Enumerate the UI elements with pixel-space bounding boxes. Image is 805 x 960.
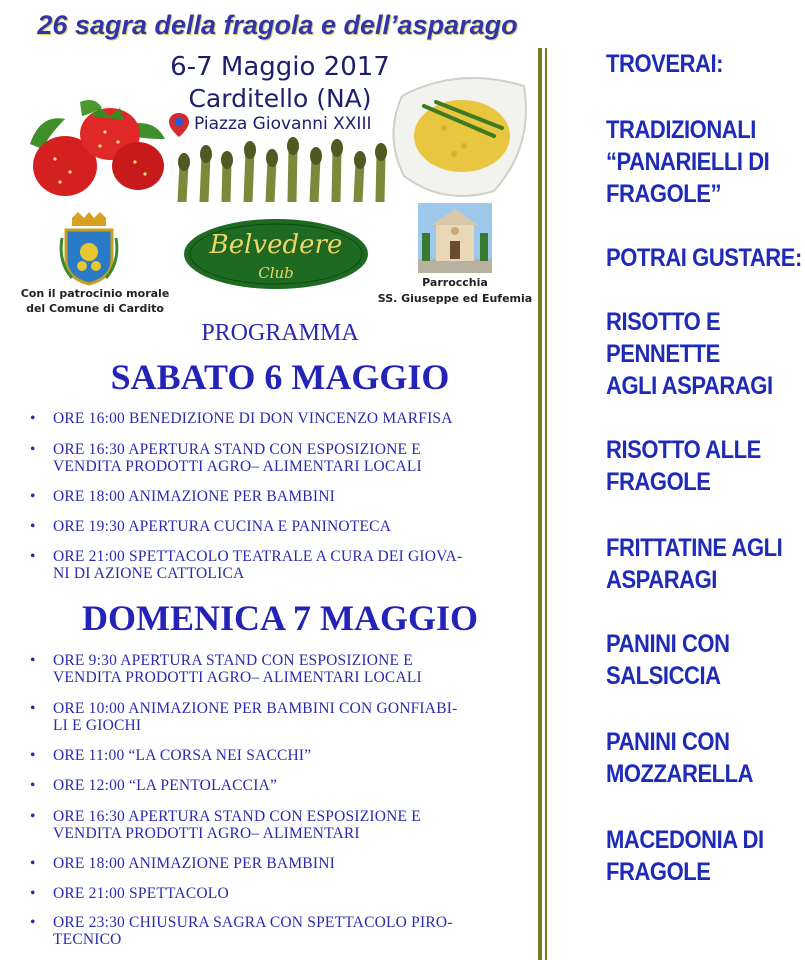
sidebar-line: POTRAI GUSTARE:: [606, 244, 802, 272]
schedule-item-line: ORE 21:00 SPETTACOLO: [53, 885, 229, 902]
sidebar-line: FRAGOLE”: [606, 180, 722, 208]
schedule-item: [30, 885, 535, 902]
belvedere-logo-text: Belvedere: [209, 230, 343, 260]
schedule-item-line: ORE 9:30 APERTURA STAND CON ESPOSIZIONE E: [53, 652, 413, 669]
sidebar-line: MOZZARELLA: [606, 760, 754, 788]
cardito-coat-of-arms-icon: [58, 212, 120, 286]
risotto-dish-image: [384, 66, 532, 206]
schedule-item-line: ORE 16:30 APERTURA STAND CON ESPOSIZIONE E: [53, 441, 421, 458]
sidebar-line: SALSICCIA: [606, 662, 721, 690]
strawberries-image: [20, 94, 170, 200]
schedule-item: [30, 777, 535, 794]
day2-heading: DOMENICA 7 MAGGIO: [82, 598, 478, 638]
sidebar-line: PANINI CON: [606, 630, 730, 658]
patronage-line-1: Con il patrocinio morale: [20, 287, 170, 300]
schedule-item-line: TECNICO: [53, 931, 122, 948]
club-logo-text: Club: [258, 264, 294, 282]
schedule-item: [30, 914, 535, 948]
schedule-item: [30, 652, 535, 686]
schedule-item-line: ORE 10:00 ANIMAZIONE PER BAMBINI CON GONFIABI-: [53, 700, 458, 717]
schedule-item-line: LI E GIOCHI: [53, 717, 142, 734]
event-title: 26 sagra della fragola e dell’asparago: [37, 10, 518, 40]
parish-church-image: [418, 203, 492, 273]
sidebar-line: TROVERAI:: [606, 50, 724, 78]
sidebar-line: FRAGOLE: [606, 858, 711, 886]
schedule-item: [30, 488, 535, 505]
sidebar-line: “PANARIELLI DI: [606, 148, 770, 176]
schedule-item: [30, 410, 535, 427]
schedule-item: [30, 808, 535, 842]
sidebar-line: RISOTTO ALLE: [606, 436, 761, 464]
sidebar-line: PANINI CON: [606, 728, 730, 756]
day1-schedule-list: [30, 410, 535, 592]
schedule-item-line: VENDITA PRODOTTI AGRO– ALIMENTARI: [53, 825, 360, 842]
sidebar-line: MACEDONIA DI: [606, 826, 764, 854]
day1-heading: SABATO 6 MAGGIO: [110, 357, 450, 397]
schedule-item-line: ORE 21:00 SPETTACOLO TEATRALE A CURA DEI GIOVA-: [53, 548, 463, 565]
sidebar-line: ASPARAGI: [606, 566, 717, 594]
sidebar-line: FRAGOLE: [606, 468, 711, 496]
column-divider-thin: [545, 48, 547, 960]
parish-label-1: Parrocchia: [422, 276, 488, 289]
schedule-item: [30, 548, 535, 582]
schedule-item-line: VENDITA PRODOTTI AGRO– ALIMENTARI LOCALI: [53, 669, 422, 686]
asparagus-image: [172, 134, 390, 202]
sidebar-line: AGLI ASPARAGI: [606, 372, 773, 400]
patronage-line-2: del Comune di Cardito: [26, 302, 164, 315]
parish-label-2: SS. Giuseppe ed Eufemia: [377, 292, 533, 305]
schedule-item: [30, 441, 535, 475]
column-divider: [538, 48, 542, 960]
schedule-item-line: ORE 16:00 BENEDIZIONE DI DON VINCENZO MARFISA: [53, 410, 453, 427]
schedule-item: [30, 700, 535, 734]
schedule-item-line: NI DI AZIONE CATTOLICA: [53, 565, 245, 582]
sidebar-line: RISOTTO E: [606, 308, 721, 336]
sidebar-line: PENNETTE: [606, 340, 720, 368]
schedule-item: [30, 747, 535, 764]
schedule-item-line: VENDITA PRODOTTI AGRO– ALIMENTARI LOCALI: [53, 458, 422, 475]
event-city: Carditello (NA): [188, 84, 372, 113]
schedule-item-line: ORE 12:00 “LA PENTOLACCIA”: [53, 777, 278, 794]
schedule-item-line: ORE 18:00 ANIMAZIONE PER BAMBINI: [53, 855, 335, 872]
schedule-item-line: ORE 23:30 CHIUSURA SAGRA CON SPETTACOLO PIRO-: [53, 914, 453, 931]
sidebar-line: FRITTATINE AGLI: [606, 534, 783, 562]
schedule-item-line: ORE 19:30 APERTURA CUCINA E PANINOTECA: [53, 518, 392, 535]
program-heading: PROGRAMMA: [201, 320, 359, 346]
schedule-item: [30, 518, 535, 535]
event-dates: 6-7 Maggio 2017: [170, 52, 390, 82]
schedule-item-line: ORE 18:00 ANIMAZIONE PER BAMBINI: [53, 488, 335, 505]
schedule-item: [30, 855, 535, 872]
schedule-item-line: ORE 11:00 “LA CORSA NEI SACCHI”: [53, 747, 312, 764]
event-location: Piazza Giovanni XXIII: [194, 114, 372, 134]
day2-schedule-list: [30, 652, 535, 958]
sidebar-line: TRADIZIONALI: [606, 116, 756, 144]
schedule-item-line: ORE 16:30 APERTURA STAND CON ESPOSIZIONE E: [53, 808, 421, 825]
